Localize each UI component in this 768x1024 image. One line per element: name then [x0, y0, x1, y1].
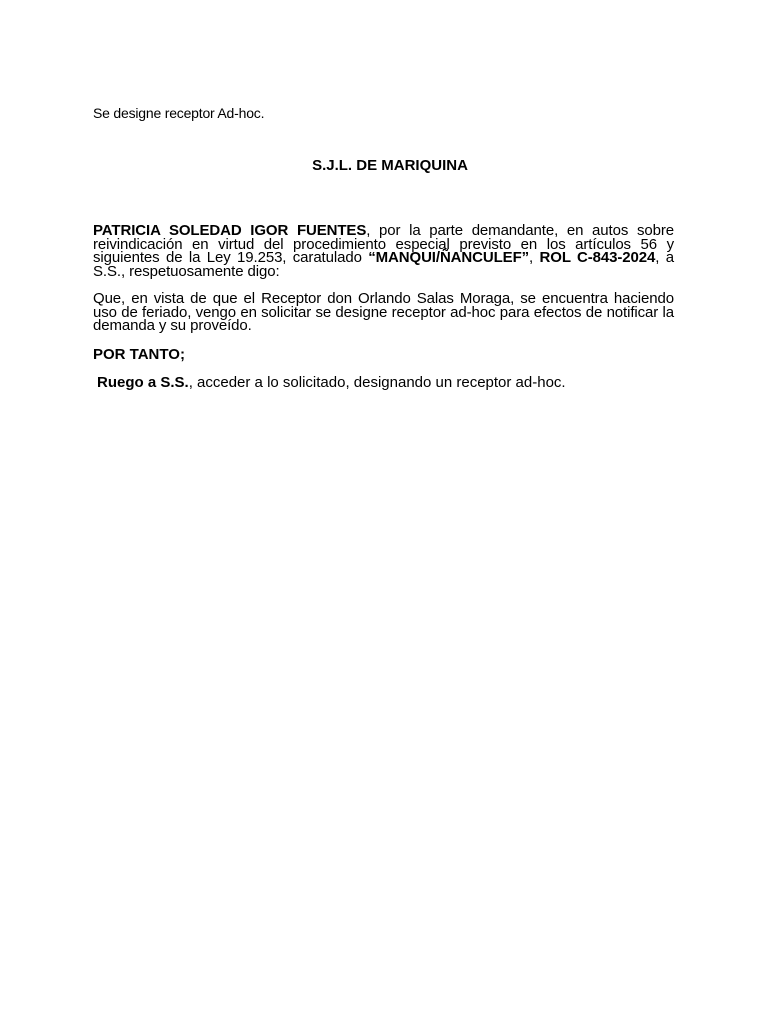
opening-text-b: , a S.S., respetuosamente digo: — [93, 249, 674, 280]
court-heading: S.J.L. DE MARIQUINA — [312, 157, 468, 174]
petition-lead: Ruego a S.S. — [97, 374, 189, 391]
document-subject: Se designe receptor Ad-hoc. — [93, 105, 265, 121]
por-tanto-heading: POR TANTO; — [93, 346, 185, 363]
petition-paragraph — [97, 374, 566, 392]
request-paragraph: Que, en vista de que el Receptor don Orlando Salas Moraga, se encuentra haciendo uso de feriado, vengo en solicitar se designe receptor ad-hoc para efectos de notificar la demanda y su proveído. — [93, 290, 674, 334]
opening-paragraph — [93, 224, 674, 278]
case-rol: ROL C-843-2024 — [539, 249, 656, 266]
case-separator: , — [529, 249, 540, 266]
plaintiff-name: PATRICIA SOLEDAD IGOR FUENTES — [93, 222, 367, 239]
petition-rest: , acceder a lo solicitado, designando un receptor ad-hoc. — [188, 374, 566, 391]
opening-text-a: , por la parte demandante, en autos sobre reivindicación en virtud del procedimiento especial previsto en los artículos 56 y siguientes de la Ley 19.253, caratulado — [93, 222, 674, 266]
case-title: “MANQUI/ÑANCULEF” — [368, 249, 530, 266]
